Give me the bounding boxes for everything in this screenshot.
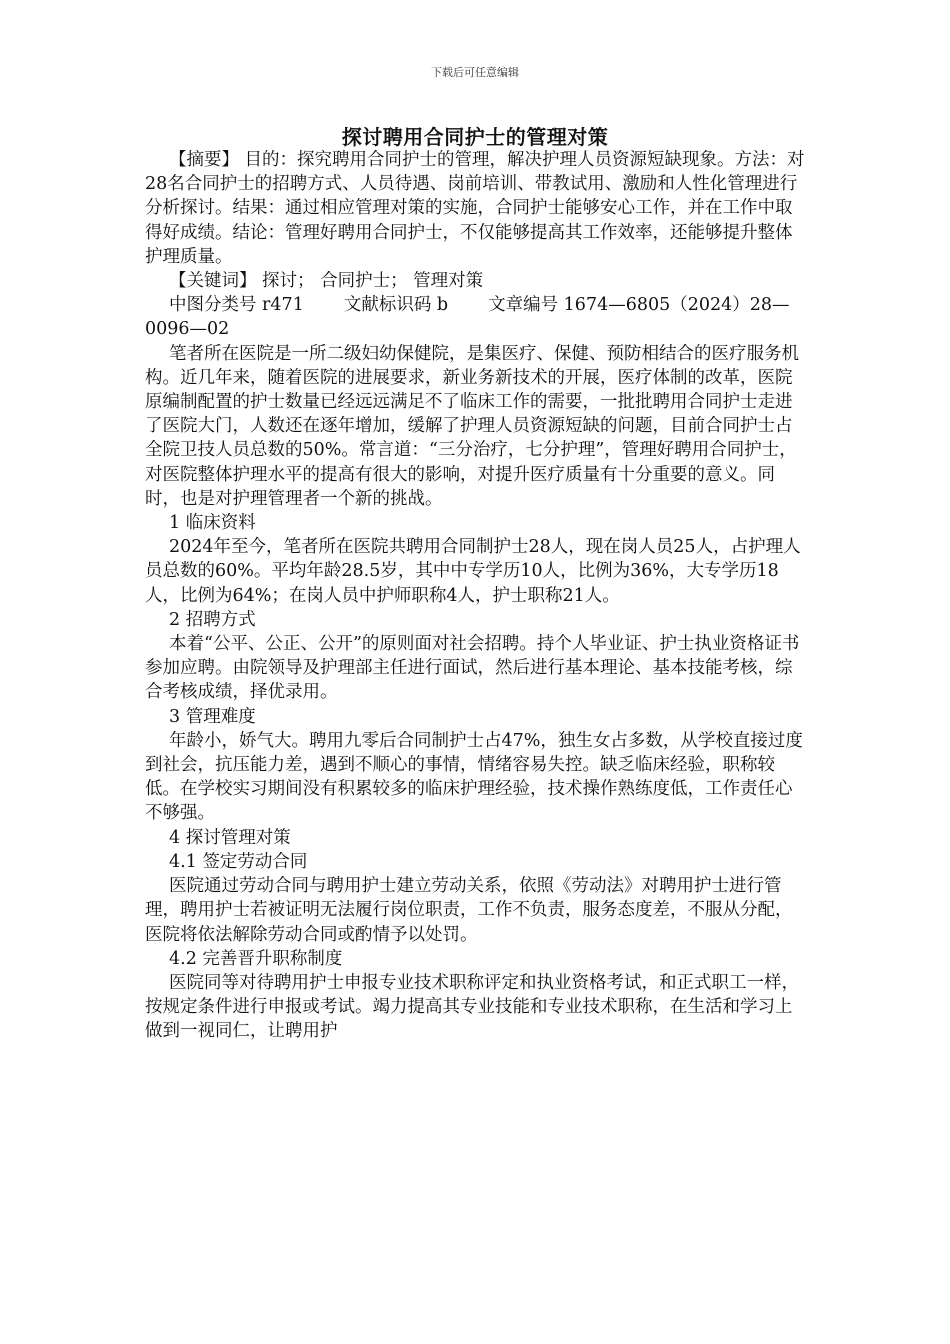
section-heading: 3 管理难度 [169, 706, 256, 727]
keywords-paragraph: 【关键词】 探讨； 合同护士； 管理对策 [169, 271, 484, 292]
subsection-heading: 4.1 签定劳动合同 [169, 851, 308, 872]
section-paragraph: 本着“公平、公正、公开”的原则面对社会招聘。持个人毕业证、护士执业资格证书参加应聘。由院领导及护理部主任进行面试，然后进行基本理论、基本技能考核，综合考核成绩，择优录用。 [145, 634, 800, 703]
section-heading: 1 临床资料 [169, 513, 256, 534]
clc-number: 中图分类号 r471 [169, 295, 304, 316]
section-heading: 4 探讨管理对策 [169, 827, 291, 848]
intro-paragraph: 笔者所在医院是一所二级妇幼保健院，是集医疗、保健、预防相结合的医疗服务机构。近几年来，随着医院的进展要求，新业务新技术的开展，医疗体制的改革，医院原编制配置的护士数量已经远远满足不了临床工作的需要，一批批聘用合同护士走进了医院大门，人数还在逐年增加，缓解了护理人员资源短缺的问题，目前合同护士占全院卫技人员总数的50%。常言道：“三分治疗，七分护理”，管理好聘用合同护士，对医院整体护理水平的提高有很大的影响，对提升医疗质量有十分重要的意义。同时，也是对护理管理者一个新的挑战。 [145, 343, 799, 509]
article-body [145, 148, 805, 1044]
section-paragraph: 年龄小，娇气大。聘用九零后合同制护士占47%，独生女占多数，从学校直接过度到社会，抗压能力差，遇到不顺心的事情，情绪容易失控。缺乏临床经验，职称较低。在学校实习期间没有积累较多的临床护理经验，技术操作熟练度低，工作责任心不够强。 [145, 730, 803, 824]
article-number: 文章编号 1674—6805（2024）28—0096—02 [145, 295, 790, 340]
section-heading: 2 招聘方式 [169, 609, 256, 630]
abstract-paragraph: 【摘要】 目的：探究聘用合同护士的管理，解决护理人员资源短缺现象。方法：对28名合同护士的招聘方式、人员待遇、岗前培训、带教试用、激励和人性化管理进行分析探讨。结果：通过相应管理对策的实施，合同护士能够安心工作，并在工作中取得好成绩。结论：管理好聘用合同护士，不仅能够提高其工作效率，还能够提升整体护理质量。 [145, 150, 805, 267]
section-paragraph: 2024年至今，笔者所在医院共聘用合同制护士28人，现在岗人员25人，占护理人员总数的60%。平均年龄28.5岁，其中中专学历10人，比例为36%，大专学历18人，比例为64%；在岗人员中护师职称4人，护士职称21人。 [145, 537, 801, 606]
section-paragraph: 医院通过劳动合同与聘用护士建立劳动关系，依照《劳动法》对聘用护士进行管理，聘用护士若被证明无法履行岗位职责，工作不负责，服务态度差，不服从分配，医院将依法解除劳动合同或酌情予以处罚。 [145, 876, 793, 945]
section-paragraph: 医院同等对待聘用护士申报专业技术职称评定和执业资格考试，和正式职工一样，按规定条件进行申报或考试。竭力提高其专业技能和专业技术职称，在生活和学习上做到一视同仁，让聘用护 [145, 972, 799, 1042]
subsection-heading: 4.2 完善晋升职称制度 [169, 948, 343, 969]
classification-line [145, 293, 805, 341]
document-code: 文献标识码 b [343, 295, 449, 316]
header-note: 下载后可任意编辑 [431, 66, 519, 79]
article-title: 探讨聘用合同护士的管理对策 [341, 125, 609, 149]
